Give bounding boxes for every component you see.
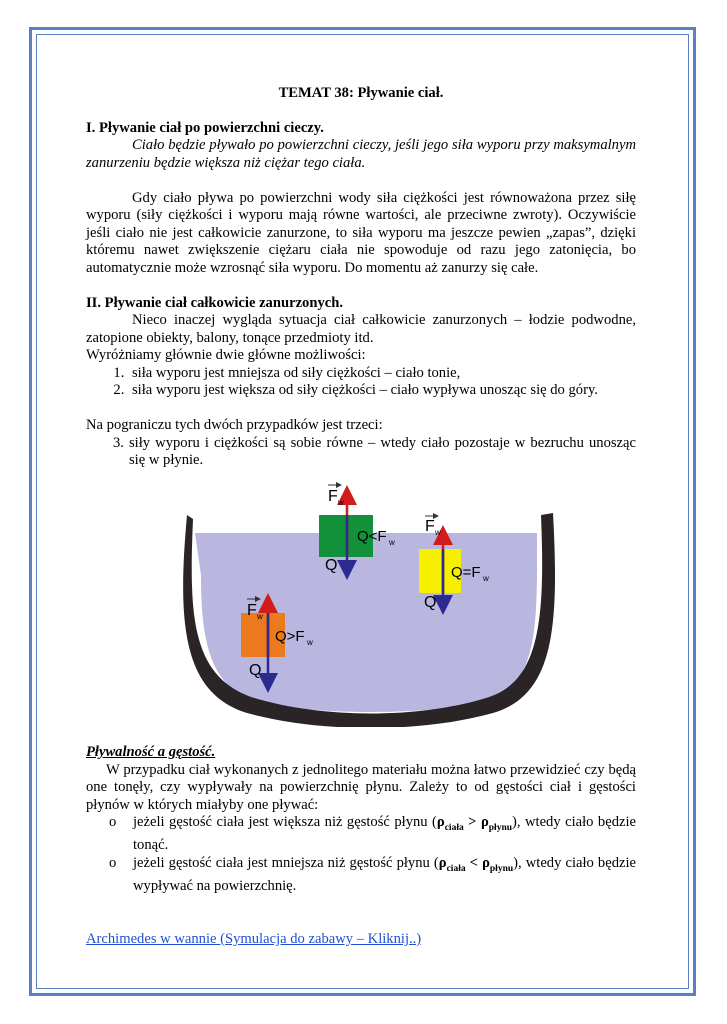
section1-paragraph: Gdy ciało pływa po powierzchni wody siła ciężkości jest równoważona przez siłę wyporu (siły ciężkości i wyporu mają równe wartości, ale przeciwne zwroty). Oczywiście jeśli ciało nie jest całkowicie zanurzone, to siła wyporu ma jeszcze pewien „zapas”, dzięki któremu nawet zwiększenie ciężaru ciała nie spowoduje od razu jego zatonięcia, bo automatycznie może wzrosnąć siła wyporu. Do momentu aż zanurzy się całe. bbox=[86, 189, 636, 276]
section1-definition: Ciało będzie pływało po powierzchni cieczy, jeśli jego siła wyporu przy maksymalnym zanurzeniu będzie większa niż ciężar tego ciała. bbox=[86, 137, 636, 171]
q-label-yellow: Q bbox=[424, 593, 437, 611]
section2-intro: Wyróżniamy głównie dwie główne możliwości: bbox=[86, 347, 366, 363]
section3-paragraph: W przypadku ciał wykonanych z jednolitego materiału można łatwo przewidzieć czy będą one tonęły, czy wypływały na powierzchnię płynu. Zależy to od gęstości ciał i gęstości płynów w których miałyby one pływać: bbox=[86, 761, 636, 813]
orange-comparison-label: Q>F bbox=[275, 627, 305, 645]
fw-sub-orange: w bbox=[257, 611, 263, 621]
possibilities-list bbox=[86, 365, 636, 400]
bullet-text-1: jeżeli gęstość ciała jest większa niż gęstość płynu $(\rho_{ciała} > \rho_{płynu})$, wtedy ciało będzie tonąć. bbox=[133, 814, 636, 854]
bullet-item-2 bbox=[109, 855, 636, 896]
q-label-green: Q bbox=[325, 556, 338, 574]
green-comparison-sub: w bbox=[389, 537, 395, 547]
fw-label-orange: F bbox=[247, 601, 257, 619]
yellow-comparison-sub: w bbox=[483, 573, 489, 583]
fw-sub-green: w bbox=[338, 497, 344, 507]
orange-comparison-sub: w bbox=[307, 637, 313, 647]
bullet-marker: o bbox=[109, 814, 117, 830]
list-item: 2. siła wyporu jest większa od siły ciężkości – ciało wypływa unosząc się do góry. bbox=[128, 382, 636, 400]
list-item-3 bbox=[113, 435, 636, 470]
archimedes-simulation-link[interactable]: Archimedes w wannie (Symulacja do zabawy – Kliknij..) bbox=[86, 930, 422, 947]
section3-heading: Pływalność a gęstość. bbox=[86, 744, 216, 760]
green-comparison-label: Q<F bbox=[357, 527, 387, 545]
fw-sub-yellow: w bbox=[435, 527, 441, 537]
fw-label-yellow: F bbox=[425, 517, 435, 535]
list-item-text: siły wyporu i ciężkości są sobie równe – wtedy ciało pozostaje w bezruchu unosząc się w płynie. bbox=[129, 434, 636, 468]
section2-heading: II. Pływanie ciał całkowicie zanurzonych. bbox=[86, 294, 343, 311]
fw-label-green: F bbox=[328, 487, 338, 505]
buoyancy-diagram bbox=[181, 475, 561, 727]
section2-paragraph: Nieco inaczej wygląda sytuacja ciał całkowicie zanurzonych – łodzie podwodne, zatopione obiekty, balony, tonące przedmioty itd. bbox=[86, 312, 636, 346]
bullet-text-2: jeżeli gęstość ciała jest mniejsza niż gęstość płynu $(\rho_{ciała} < \rho_{płynu})$, wtedy ciało będzie wypływać na powierzchnię. bbox=[133, 854, 636, 895]
buoyancy-figure bbox=[181, 475, 561, 727]
list-item: 1. siła wyporu jest mniejsza od siły ciężkości – ciało tonie, bbox=[128, 365, 636, 383]
q-label-orange: Q bbox=[249, 661, 262, 679]
bullet-item-1 bbox=[109, 814, 636, 855]
yellow-comparison-label: Q=F bbox=[451, 563, 481, 581]
border-case-intro: Na pograniczu tych dwóch przypadków jest trzeci: bbox=[86, 417, 383, 433]
page-title: TEMAT 38: Pływanie ciał. bbox=[278, 85, 444, 101]
bullet-marker: o bbox=[109, 854, 117, 871]
section1-heading: I. Pływanie ciał po powierzchni cieczy. bbox=[86, 119, 324, 136]
list-item-number: 3. bbox=[113, 434, 124, 451]
document-content bbox=[86, 85, 636, 948]
